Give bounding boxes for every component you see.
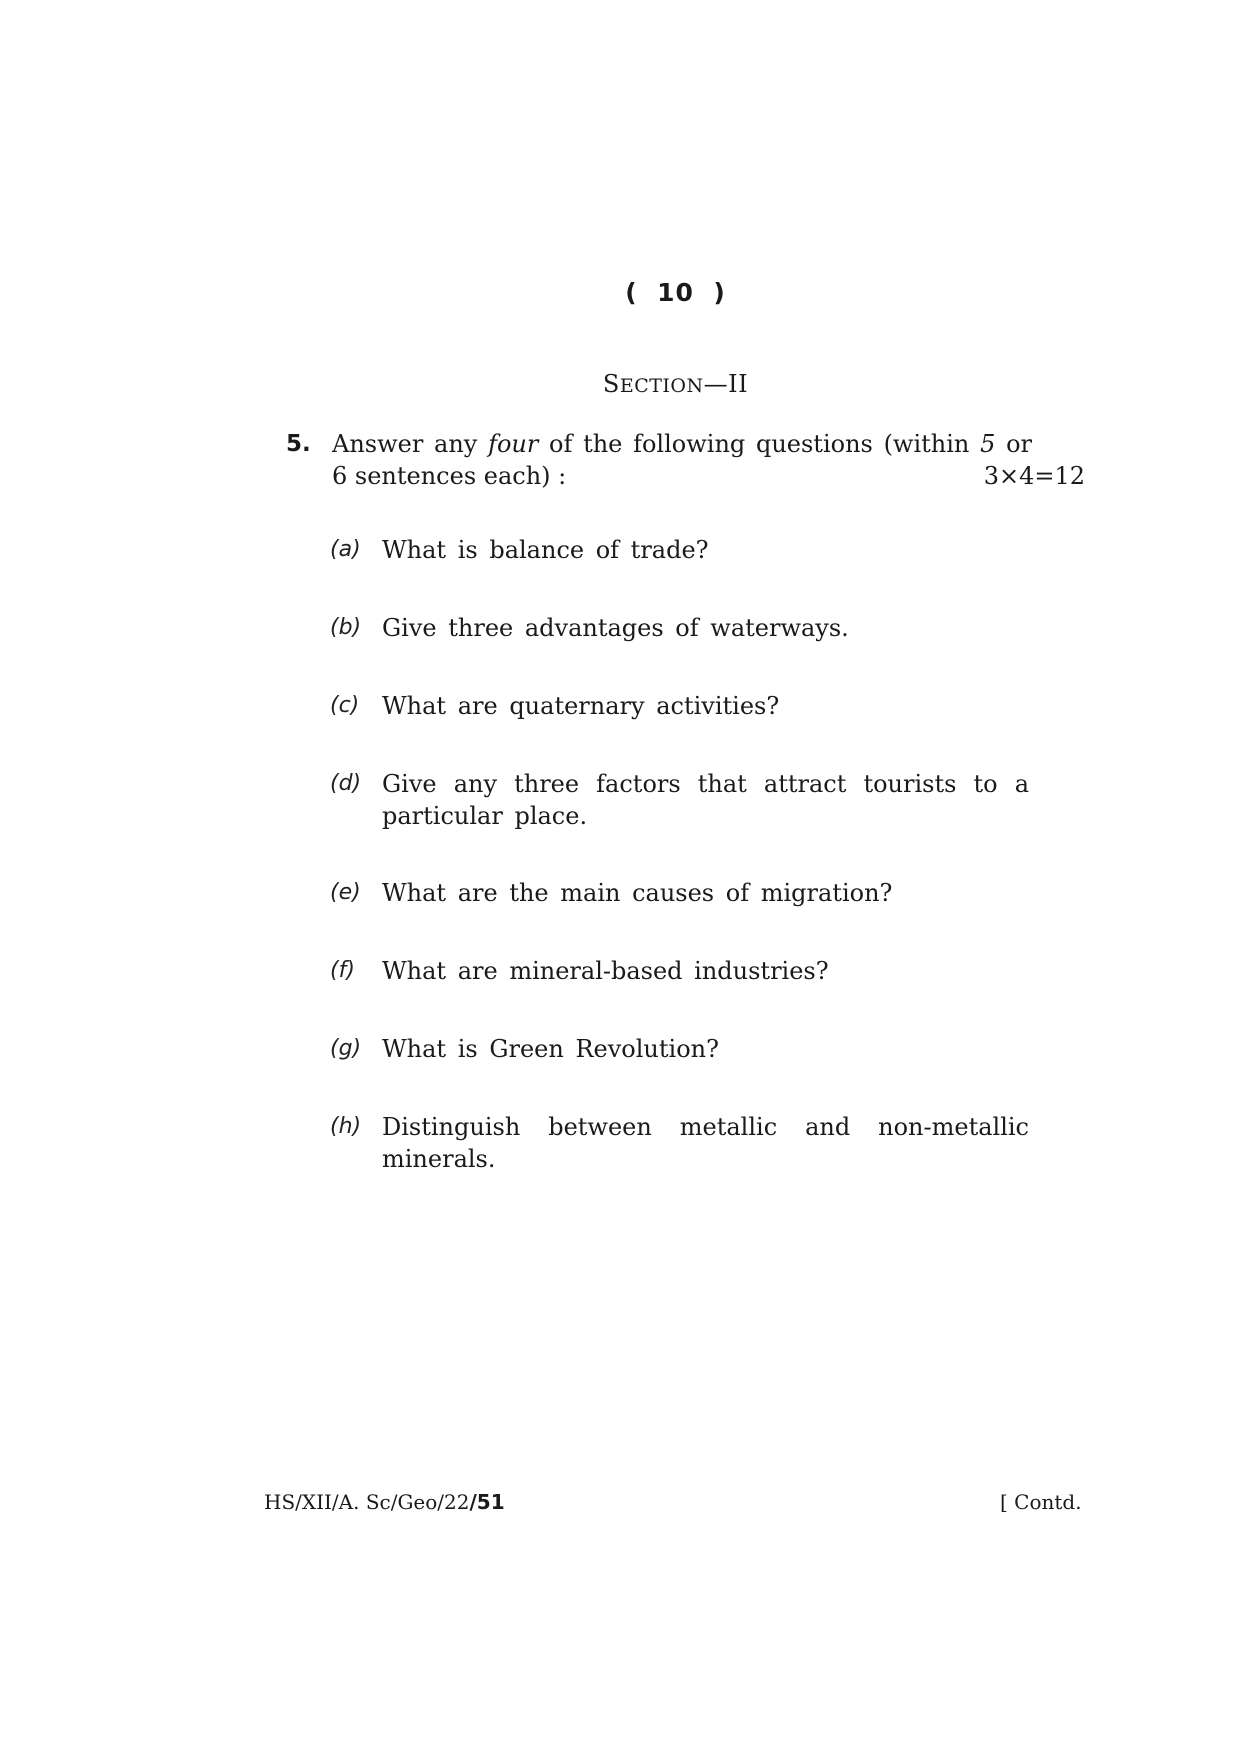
page-number-close: ) xyxy=(713,278,726,307)
sub-question-line: minerals. xyxy=(382,1145,496,1173)
section-heading xyxy=(0,370,1241,398)
instr-word: following xyxy=(633,430,746,458)
paper-code xyxy=(264,1490,505,1514)
sub-question-text xyxy=(382,877,1029,909)
sub-question-label: (b) xyxy=(330,615,362,640)
instr-word: any xyxy=(434,430,478,458)
sub-question-label: (e) xyxy=(330,880,361,905)
sub-question-line: Give any three factors that attract tourists to a xyxy=(382,770,1029,798)
page-number-open: ( xyxy=(625,278,638,307)
sub-question-text xyxy=(382,955,1029,987)
instr-word-emphasis: 5 xyxy=(980,430,996,458)
sub-question-line: Give three advantages of waterways. xyxy=(382,614,849,642)
page-number-value: 10 xyxy=(657,278,694,307)
question-instruction-line2 xyxy=(332,460,1085,492)
instr-word: of xyxy=(549,430,573,458)
instr-word: questions xyxy=(755,430,873,458)
sub-question-text xyxy=(382,1033,1029,1065)
instr-word-emphasis: four xyxy=(488,430,539,458)
instr-word: or xyxy=(1006,430,1032,458)
sub-question-label: (d) xyxy=(330,771,362,796)
sub-question-line: Distinguish between metallic and non-metallic xyxy=(382,1113,1029,1141)
section-suffix: —II xyxy=(703,370,749,398)
sub-question-text xyxy=(382,534,1029,566)
sub-question-line: What are quaternary activities? xyxy=(382,692,780,720)
sub-question-label: (a) xyxy=(330,537,361,562)
section-first-letter: S xyxy=(602,370,620,398)
instr-word: Answer xyxy=(332,430,424,458)
question-number: 5. xyxy=(286,431,311,457)
page-number xyxy=(0,278,1241,307)
sub-question-text xyxy=(382,612,1029,644)
sub-question-label: (f) xyxy=(330,958,355,983)
question-instruction-line1 xyxy=(332,428,1032,460)
paper-code-suffix: /51 xyxy=(469,1490,505,1514)
sub-question-label: (c) xyxy=(330,693,360,718)
marks-allocation: 3×4=12 xyxy=(983,462,1085,490)
sub-question-line: What is Green Revolution? xyxy=(382,1035,719,1063)
instr-line2-text: 6 sentences each) : xyxy=(332,462,567,490)
instr-word: (within xyxy=(883,430,970,458)
sub-question-line: What is balance of trade? xyxy=(382,536,709,564)
sub-question-line: What are the main causes of migration? xyxy=(382,879,893,907)
section-smallcaps: ECTION xyxy=(619,375,704,397)
instr-word: the xyxy=(583,430,623,458)
sub-question-text xyxy=(382,768,1029,832)
sub-question-text xyxy=(382,1111,1029,1175)
sub-question-label: (g) xyxy=(330,1036,362,1061)
sub-question-line: particular place. xyxy=(382,802,588,830)
contd-marker: [ Contd. xyxy=(1000,1490,1082,1514)
sub-question-label: (h) xyxy=(330,1114,362,1139)
sub-question-text xyxy=(382,690,1029,722)
sub-question-line: What are mineral-based industries? xyxy=(382,957,829,985)
paper-code-prefix: HS/XII/A. Sc/Geo/22 xyxy=(264,1490,470,1514)
